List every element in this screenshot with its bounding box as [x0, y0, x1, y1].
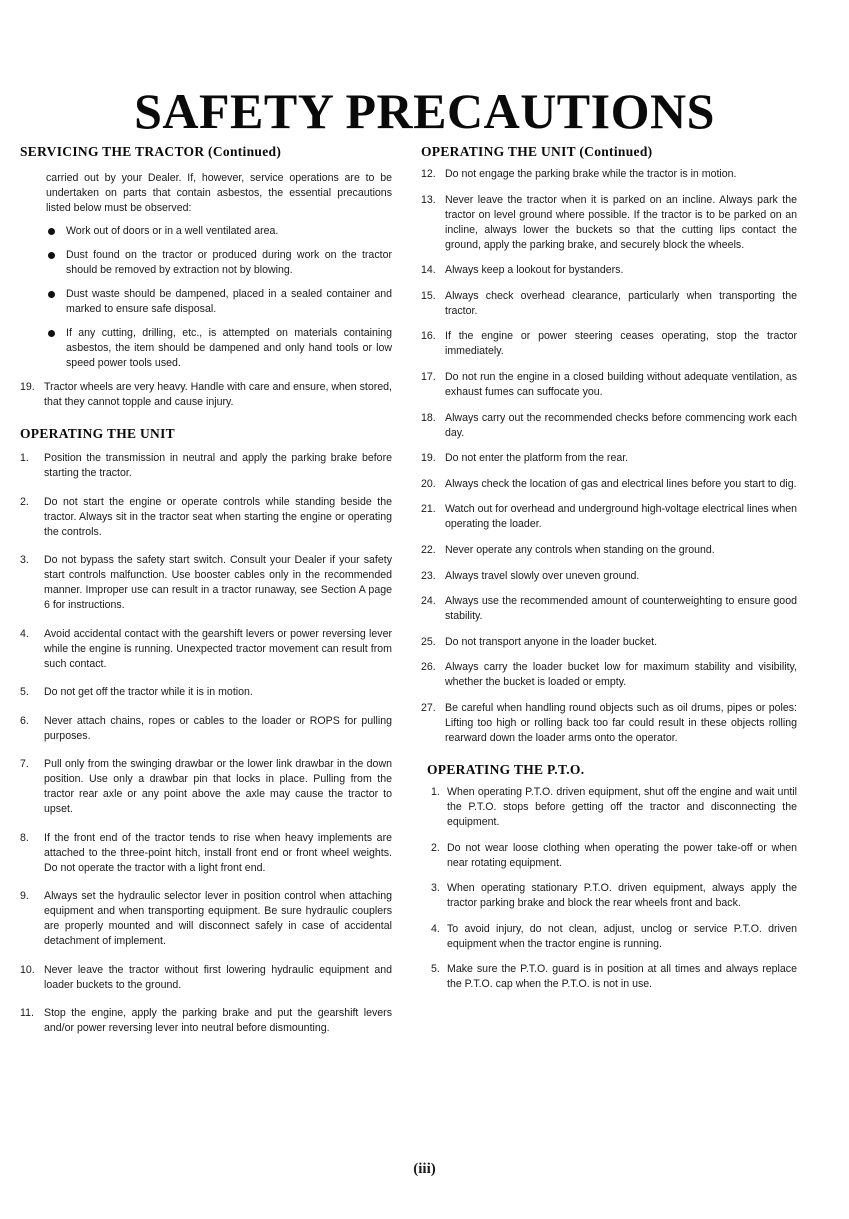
item-number: 11.: [20, 1007, 34, 1019]
list-item: [431, 841, 797, 871]
page-title: SAFETY PRECAUTIONS: [134, 83, 715, 139]
list-item: [421, 660, 797, 690]
item-text: Never leave the tractor when it is parked on an incline. Always park the tractor on level ground where possible. If the tractor is to be parked on an incline, always lower the buckets so that the cutting lips contact the ground, apply the parking brake, and securely block the wheels.: [445, 193, 797, 251]
item-text: If the engine or power steering ceases operating, stop the tractor immediately.: [445, 330, 797, 358]
item-text: Always travel slowly over uneven ground.: [445, 569, 640, 582]
list-item: [421, 193, 797, 253]
item-number: 15.: [421, 289, 436, 302]
item-text: Be careful when handling round objects such as oil drums, pipes or poles: Lifting too high or rolling back too far could result in these objects rolling rearward down the loader arms onto the operator.: [445, 701, 797, 744]
item-text: Tractor wheels are very heavy. Handle with care and ensure, when stored, that they cannot topple and cause injury.: [44, 381, 392, 408]
item-number: 2.: [20, 495, 29, 508]
item-text: Do not get off the tractor while it is in motion.: [44, 686, 253, 698]
servicing-intro: carried out by your Dealer. If, however, service operations are to be undertaken on parts that contain asbestos, the essential precautions listed below must be observed:: [46, 172, 392, 214]
list-item: [421, 329, 797, 359]
item-text: Always carry out the recommended checks before commencing work each day.: [445, 411, 797, 439]
item-text: Always check the location of gas and electrical lines before you start to dig.: [445, 477, 797, 490]
item-text: When operating P.T.O. driven equipment, shut off the engine and wait until the P.T.O. stops before getting off the tractor and disconnecting the equipment.: [447, 785, 797, 828]
page-number: (iii): [413, 1161, 436, 1177]
item-number: 2.: [431, 841, 440, 854]
item-number: 17.: [421, 370, 436, 383]
right-column: [421, 144, 797, 1003]
item-number: 8.: [20, 831, 29, 844]
item-number: 18.: [421, 411, 436, 424]
item-text: Avoid accidental contact with the gearshift levers or power reversing lever while the engine is running. Unexpected tractor movement can result from such contact.: [44, 627, 392, 670]
item-text: Pull only from the swinging drawbar or the lower link drawbar in the down position. Use only a drawbar pin that locks in place. Pulling from the tractor rear axle or any point above the axle may cause the tractor to upset.: [44, 758, 392, 815]
list-item: [421, 635, 797, 650]
item-text: Do not engage the parking brake while the tractor is in motion.: [445, 168, 737, 180]
left-column: [20, 144, 392, 1050]
item-number: 13.: [421, 193, 436, 206]
item-number: 14.: [421, 264, 436, 277]
list-item: [421, 370, 797, 400]
list-item: [20, 889, 392, 949]
item-text: To avoid injury, do not clean, adjust, unclog or service P.T.O. driven equipment when the tractor engine is running.: [447, 922, 797, 950]
item-text: When operating stationary P.T.O. driven equipment, always apply the tractor parking brake and block the rear wheels front and back.: [447, 882, 797, 910]
asbestos-precautions-list: [20, 224, 392, 371]
item-text: Do not transport anyone in the loader bucket.: [445, 635, 658, 648]
bullet-item: Dust waste should be dampened, placed in a sealed container and marked to ensure safe disposal.: [46, 287, 392, 317]
list-item: [20, 380, 392, 410]
list-item: [431, 962, 797, 992]
list-item: [20, 685, 392, 700]
item-text: Do not wear loose clothing when operating the power take-off or when near rotating equipment.: [447, 841, 797, 869]
item-text: Position the transmission in neutral and apply the parking brake before starting the tractor.: [44, 452, 392, 479]
bullet-item: If any cutting, drilling, etc., is attempted on materials containing asbestos, the item should be dampened and only hand tools or low speed power tools used.: [46, 326, 392, 371]
item-number: 6.: [20, 714, 29, 727]
list-item: [421, 569, 797, 584]
item-text: Watch out for overhead and underground high-voltage electrical lines when operating the loader.: [445, 503, 797, 531]
item-number: 12.: [421, 168, 436, 180]
list-item: [421, 167, 797, 182]
item-number: 4.: [20, 627, 29, 640]
item-text: Always set the hydraulic selector lever in position control when attaching equipment and when transporting equipment. Be sure hydraulic couplers are properly mounted and will disconnect safely in case of accidental detachment of implement.: [44, 890, 392, 947]
item-text: Make sure the P.T.O. guard is in position at all times and always replace the P.T.O. cap when the P.T.O. is not in use.: [447, 963, 797, 991]
item-text: Always carry the loader bucket low for maximum stability and visibility, whether the bucket is loaded or empty.: [445, 661, 797, 689]
list-item: [20, 627, 392, 672]
item-number: 5.: [20, 686, 29, 698]
item-number: 21.: [421, 503, 436, 516]
list-item: [20, 553, 392, 613]
item-text: Do not start the engine or operate controls while standing beside the tractor. Always sit in the tractor seat when starting the engine or operating the controls.: [44, 495, 392, 538]
list-item: [431, 881, 797, 911]
operating-continued-list: [421, 167, 797, 746]
item-text: Stop the engine, apply the parking brake and put the gearshift levers and/or power reversing lever into neutral before dismounting.: [44, 1007, 392, 1034]
list-item: [20, 1006, 392, 1036]
list-item: [421, 502, 797, 532]
operating-list: [20, 451, 392, 1036]
list-item: [421, 701, 797, 746]
item-number: 20.: [421, 477, 436, 490]
item-number: 26.: [421, 661, 436, 674]
item-text: Always check overhead clearance, particularly when transporting the tractor.: [445, 289, 797, 317]
list-item: [421, 263, 797, 278]
item-text: Never operate any controls when standing on the ground.: [445, 543, 715, 556]
item-number: 1.: [20, 452, 29, 464]
item-number: 5.: [431, 963, 440, 976]
list-item: [431, 785, 797, 830]
list-item: [421, 411, 797, 441]
item-number: 19.: [20, 381, 35, 393]
item-number: 10.: [20, 963, 35, 976]
bullet-item: Work out of doors or in a well ventilated area.: [46, 224, 392, 239]
list-item: [421, 594, 797, 624]
item-number: 22.: [421, 543, 436, 556]
item-number: 27.: [421, 701, 436, 714]
item-text: Do not run the engine in a closed building without adequate ventilation, as exhaust fumes can suffocate you.: [445, 370, 797, 398]
list-item: [20, 757, 392, 817]
list-item: [421, 451, 797, 466]
section-heading-operating-continued: OPERATING THE UNIT (Continued): [421, 144, 653, 159]
pto-list: [421, 785, 797, 992]
list-item: [421, 289, 797, 319]
item-number: 4.: [431, 922, 440, 935]
list-item: [20, 963, 392, 993]
servicing-list: [20, 380, 392, 410]
list-item: [20, 495, 392, 540]
item-number: 9.: [20, 890, 29, 902]
list-item: [421, 477, 797, 492]
item-number: 24.: [421, 595, 436, 608]
section-heading-pto: OPERATING THE P.T.O.: [427, 761, 585, 777]
list-item: [20, 451, 392, 481]
item-number: 19.: [421, 452, 436, 465]
section-heading-operating: OPERATING THE UNIT: [20, 426, 175, 441]
bullet-item: Dust found on the tractor or produced during work on the tractor should be removed by extraction not by blowing.: [46, 248, 392, 278]
item-number: 23.: [421, 569, 436, 582]
list-item: [421, 543, 797, 558]
item-number: 7.: [20, 758, 29, 770]
item-text: Always keep a lookout for bystanders.: [445, 264, 624, 277]
item-number: 25.: [421, 635, 436, 648]
item-text: If the front end of the tractor tends to rise when heavy implements are attached to the three-point hitch, install front end or front wheel weights. Do not operate the tractor with a light front end.: [44, 831, 392, 874]
item-text: Never attach chains, ropes or cables to the loader or ROPS for pulling purposes.: [44, 714, 392, 742]
section-heading-servicing: SERVICING THE TRACTOR (Continued): [20, 144, 282, 159]
item-text: Always use the recommended amount of counterweighting to ensure good stability.: [445, 595, 797, 623]
item-text: Do not bypass the safety start switch. Consult your Dealer if your safety start controls malfunction. Use booster cables only in the recommended manner. Improper use can result in a tractor runaway, see Section A page 6 for instructions.: [44, 554, 392, 611]
list-item: [431, 922, 797, 952]
item-number: 1.: [431, 785, 440, 798]
item-number: 3.: [431, 882, 440, 895]
list-item: [20, 714, 392, 744]
item-number: 16.: [421, 330, 436, 343]
list-item: [20, 831, 392, 876]
item-number: 3.: [20, 554, 29, 566]
item-text: Do not enter the platform from the rear.: [445, 452, 629, 465]
item-text: Never leave the tractor without first lowering hydraulic equipment and loader buckets to the ground.: [44, 963, 392, 991]
